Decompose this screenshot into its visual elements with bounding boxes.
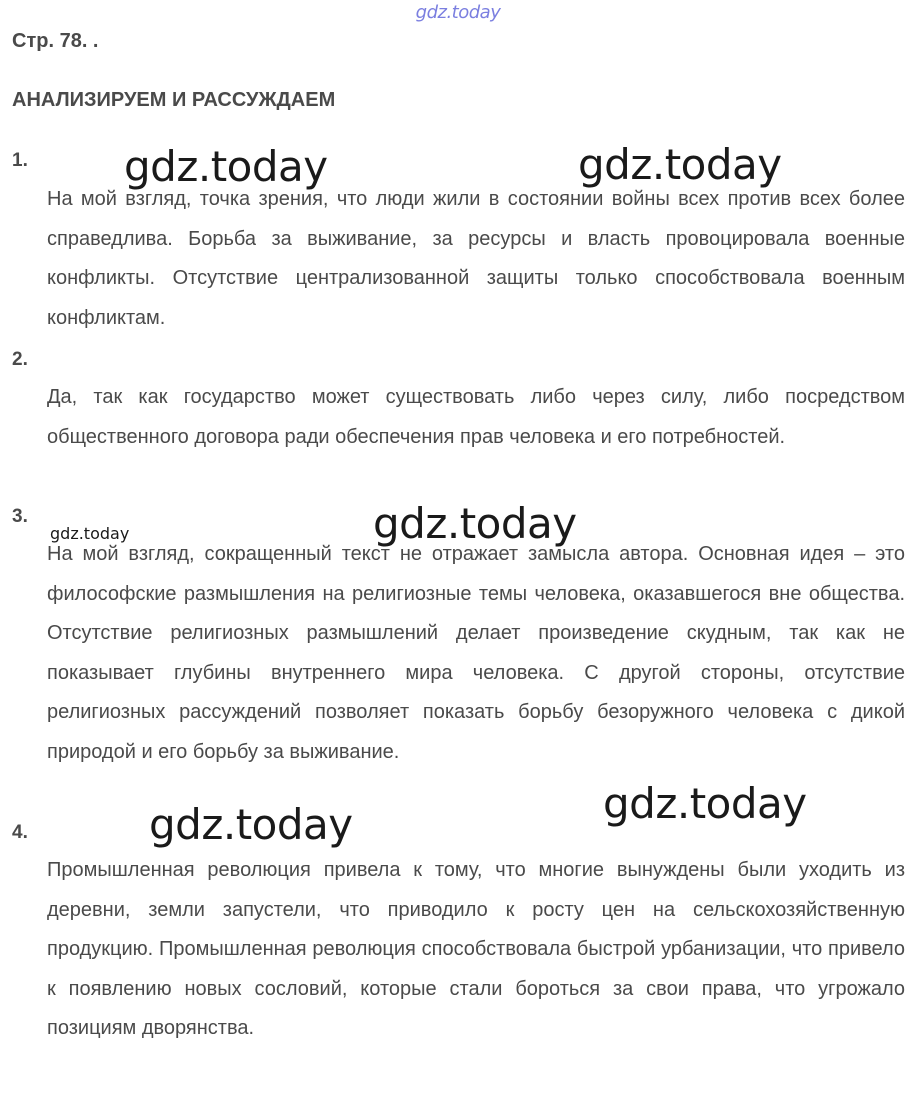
page-reference: Стр. 78. .: [12, 30, 99, 52]
watermark: gdz.today: [373, 499, 577, 548]
watermark-small: gdz.today: [50, 524, 130, 543]
answer-number-2: 2.: [12, 349, 28, 370]
watermark: gdz.today: [578, 140, 782, 189]
answer-text-1: На мой взгляд, точка зрения, что люди жили в состоянии войны всех против всех более справедлива. Борьба за выживание, за ресурсы и власть провоцировала военные конфликты. Отсутствие централизованной защиты только способствовала военным конфликтам.: [47, 188, 905, 329]
top-watermark: gdz.today: [415, 2, 501, 23]
answer-text-2: Да, так как государство может существовать либо через силу, либо посредством общественного договора ради обеспечения прав человека и его потребностей.: [47, 386, 905, 448]
answer-number-1: 1.: [12, 150, 28, 171]
answer-number-3: 3.: [12, 506, 28, 527]
answer-text-4: Промышленная революция привела к тому, что многие вынуждены были уходить из деревни, земли запустели, что приводило к росту цен на сельскохозяйственную продукцию. Промышленная революция способствовала быстрой урбанизации, что привело к появлению новых сословий, которые стали бороться за свои права, что угрожало позициям дворянства.: [47, 859, 905, 1039]
answer-number-4: 4.: [12, 822, 28, 843]
watermark: gdz.today: [149, 800, 353, 849]
watermark: gdz.today: [603, 779, 807, 828]
answer-text-3: На мой взгляд, сокращенный текст не отражает замысла автора. Основная идея – это философские размышления на религиозные темы человека, оказавшегося вне общества. Отсутствие религиозных размышлений делает произведение скудным, так как не показывает глубины внутреннего мира человека. С другой стороны, отсутствие религиозных рассуждений позволяет показать борьбу безоружного человека с дикой природой и его борьбу за выживание.: [47, 543, 905, 763]
section-title: АНАЛИЗИРУЕМ И РАССУЖДАЕМ: [12, 89, 336, 111]
watermark: gdz.today: [124, 142, 328, 191]
